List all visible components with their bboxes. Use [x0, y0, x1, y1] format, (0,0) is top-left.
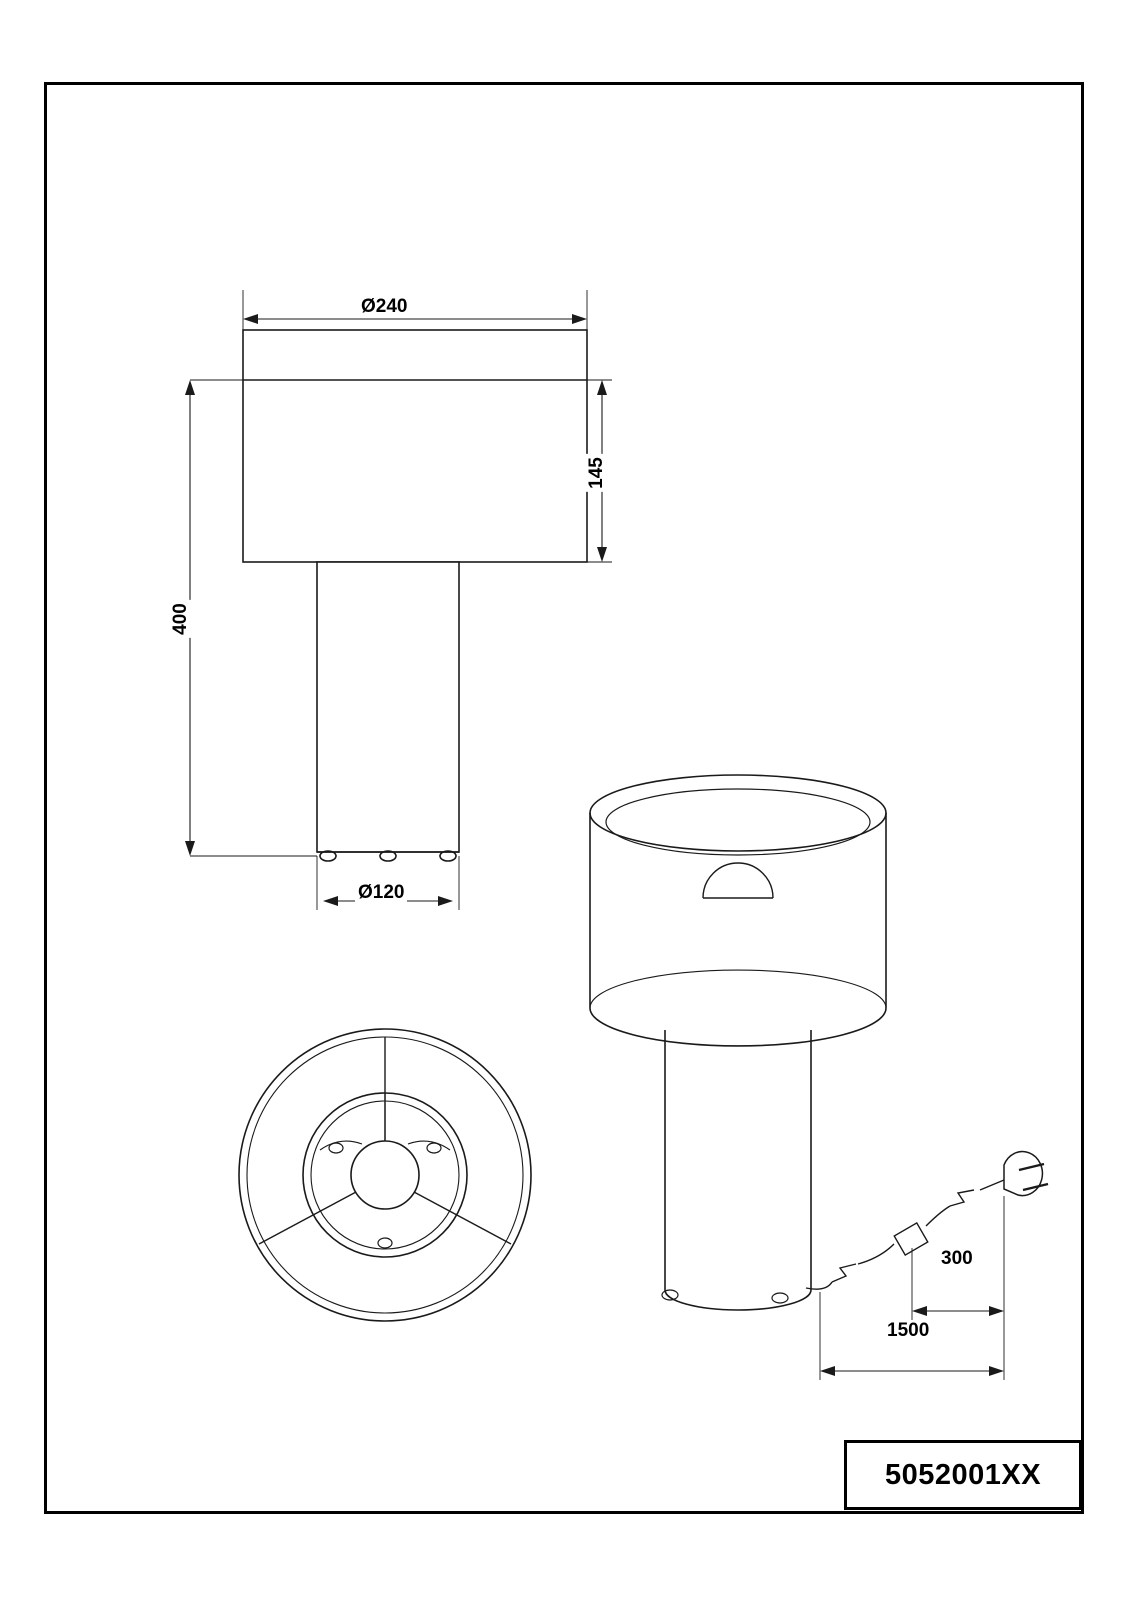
top-plan-view [239, 1029, 531, 1321]
article-code: 5052001XX [884, 1458, 1042, 1491]
dimension-label-base-diameter: Ø120 [355, 882, 407, 904]
dimension-label-shade-height: 145 [586, 454, 608, 492]
title-block [844, 1440, 1082, 1510]
dimension-label-total-height: 400 [170, 600, 192, 638]
dimension-label-switch-distance: 300 [938, 1248, 976, 1270]
front-elevation-view [185, 290, 612, 910]
dimension-label-cord-length: 1500 [884, 1320, 932, 1342]
dimension-label-shade-diameter: Ø240 [358, 296, 410, 318]
perspective-view [590, 775, 1048, 1380]
